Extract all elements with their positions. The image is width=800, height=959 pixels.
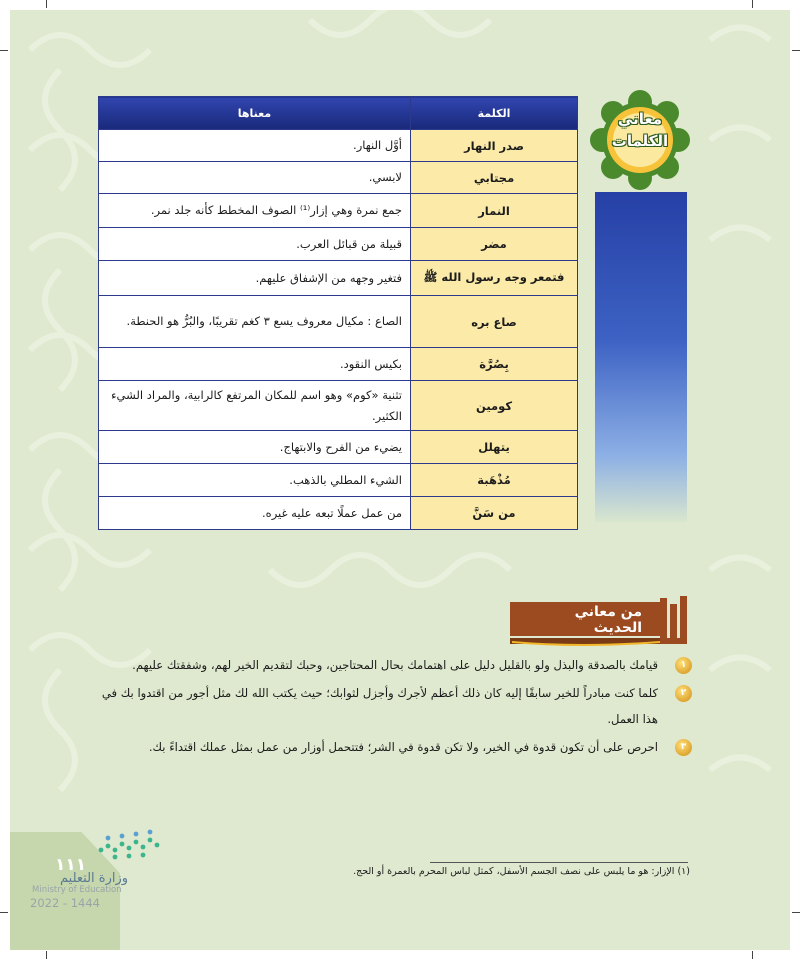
word-cell: بِصُرَّة <box>411 348 578 381</box>
bullet-number: ١ <box>675 657 692 674</box>
word-cell: صدر النهار <box>411 130 578 162</box>
word-cell: صاع بره <box>411 296 578 348</box>
list-item <box>100 652 692 678</box>
table-row <box>99 431 578 464</box>
table-row <box>99 194 578 228</box>
table-row <box>99 296 578 348</box>
table-row <box>99 162 578 194</box>
ministry-name-en: Ministry of Education <box>32 885 122 895</box>
edition-year: 2022 - 1444 <box>30 896 100 910</box>
word-cell: مضر <box>411 228 578 261</box>
meaning-cell: يضيء من الفرح والابتهاج. <box>99 431 411 464</box>
section-heading: من معاني الحديث <box>574 604 642 636</box>
word-cell: كومين <box>411 381 578 431</box>
word-cell: مجتابي <box>411 162 578 194</box>
section-color-bar <box>595 192 687 522</box>
point-text: قيامك بالصدقة والبذل ولو بالقليل دليل على اهتمامك بحال المحتاجين، وحبك لتقديم الخير لهم، وشفقتك عليهم. <box>132 658 658 672</box>
list-item <box>100 734 692 760</box>
meaning-cell: الشيء المطلي بالذهب. <box>99 464 411 497</box>
bullet-number: ٣ <box>675 739 692 756</box>
word-meanings-badge <box>590 108 690 152</box>
column-header-meaning: معناها <box>99 97 411 130</box>
meaning-cell: فتغير وجهه من الإشفاق عليهم. <box>99 261 411 296</box>
word-cell: النمار <box>411 194 578 228</box>
meaning-cell: الصاع : مكيال معروف يسع ٣ كغم تقريبًا، والبُرُّ هو الحنطة. <box>99 296 411 348</box>
word-cell: مُذْهَبة <box>411 464 578 497</box>
meaning-cell: من عمل عملًا تبعه عليه غيره. <box>99 497 411 530</box>
footnote: (١) الإزار: هو ما يلبس على نصف الجسم الأسفل، كمثل لباس المحرم بالعمرة أو الحج. <box>353 866 690 877</box>
badge-line2: الكلمات <box>611 132 669 150</box>
bullet-number: ٢ <box>675 685 692 702</box>
column-header-word: الكلمة <box>411 97 578 130</box>
page-number: ١١١ <box>55 855 87 875</box>
point-text: كلما كنت مبادراً للخير سابقًا إليه كان ذلك أعظم لأجرك وأجزل لثوابك؛ حيث يكتب الله لك مثل أجور من اقتدوا بك في هذا العمل. <box>101 686 658 726</box>
list-item <box>100 680 692 732</box>
meaning-cell: تثنية «كوم» وهو اسم للمكان المرتفع كالرابية، والمراد الشيء الكثير. <box>99 381 411 431</box>
table-row <box>99 464 578 497</box>
meaning-cell: جمع نمرة وهي إزار⁽¹⁾ الصوف المخطط كأنه جلد نمر. <box>99 194 411 228</box>
table-row <box>99 381 578 431</box>
meaning-cell: بكيس النقود. <box>99 348 411 381</box>
ministry-logo-icon <box>95 828 165 864</box>
table-header-row <box>99 97 578 130</box>
table-row <box>99 130 578 162</box>
meaning-cell: أوَّل النهار. <box>99 130 411 162</box>
hadith-meanings-list <box>100 652 692 762</box>
word-cell: من سَنَّ <box>411 497 578 530</box>
footnote-divider <box>430 862 688 863</box>
meaning-cell: لابسي. <box>99 162 411 194</box>
table-row <box>99 348 578 381</box>
badge-line1: معاني <box>617 110 663 128</box>
vocabulary-table <box>98 96 578 530</box>
word-cell: فتمعر وجه رسول الله ﷺ <box>411 261 578 296</box>
table-row <box>99 261 578 296</box>
word-cell: يتهلل <box>411 431 578 464</box>
meaning-cell: قبيلة من قبائل العرب. <box>99 228 411 261</box>
point-text: احرص على أن تكون قدوة في الخير، ولا تكن قدوة في الشر؛ فتتحمل أوزار من عمل بمثل عملك اقتداءً بك. <box>148 740 658 754</box>
table-row <box>99 497 578 530</box>
table-row <box>99 228 578 261</box>
ministry-name: وزارة التعليم <box>60 871 129 886</box>
